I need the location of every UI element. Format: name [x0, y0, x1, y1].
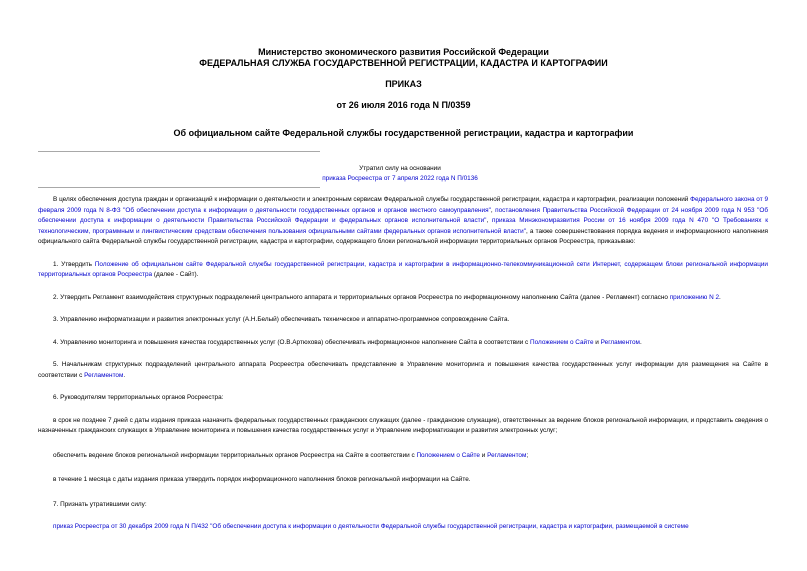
item-7-heading: 7. Признать утратившими силу:: [53, 500, 147, 508]
item-2-text: 2. Утвердить Регламент взаимодействия структурных подразделений центрального аппарата и территориальных органов Росреестра по информационному наполнению Сайта (далее - Регламент) согласно: [53, 293, 670, 301]
reglament-link[interactable]: Регламентом: [600, 338, 640, 346]
item-6-point-b: [38, 451, 768, 462]
document-type: ПРИКАЗ: [385, 79, 422, 89]
item-1-text: 1. Утвердить: [53, 260, 95, 268]
item-5: [38, 360, 768, 381]
status-note: [300, 164, 500, 184]
ministry-order-link[interactable]: приказа Минэкономразвития России от 16 ноября 2009 года N 470 "О Требованиях к технологическим, программным и лингвистическим средствам обеспечения пользования официальными сайтами федеральных органов исполнительной власти": [38, 217, 768, 235]
item-4-text: .: [639, 338, 642, 346]
item-3: 3. Управлению информатизации и развития электронных услуг (А.Н.Белый) обеспечивать техническое и аппаратно-программное сопровождение Сайта.: [53, 316, 510, 323]
ministry-name: Министерство экономического развития Российской Федерации: [258, 47, 549, 57]
item-1: [38, 260, 768, 281]
document-body: [38, 195, 768, 545]
repealed-order-link[interactable]: приказ Росреестра от 30 декабря 2009 года N П/432 "Об обеспечении доступа к информации о деятельности Федеральной службы государственной регистрации, кадастра и картографии, размещаемой в системе: [53, 523, 689, 530]
preamble-text: В целях обеспечения доступа граждан и организаций к информации о деятельности и электронным сервисам Федеральной службы государственной регистрации, кадастра и картографии, реализации положений: [53, 196, 691, 203]
item-7-point-1: [38, 522, 768, 533]
item-4-text: и: [593, 338, 601, 346]
item-6-text: и: [479, 451, 488, 459]
repeal-order-link[interactable]: приказа Росреестра от 7 апреля 2022 года N П/0136: [322, 175, 478, 182]
service-name: ФЕДЕРАЛЬНАЯ СЛУЖБА ГОСУДАРСТВЕННОЙ РЕГИСТРАЦИИ, КАДАСТРА И КАРТОГРАФИИ: [199, 58, 608, 68]
item-2: [38, 293, 768, 304]
preamble-separator: ,: [486, 217, 493, 224]
item-6-text: ;: [526, 451, 529, 459]
item-6-point-c: в течение 1 месяца с даты издания приказа утвердить порядок информационного наполнения блоков региональной информации на Сайте.: [53, 476, 471, 483]
item-6-heading: 6. Руководителям территориальных органов Росреестра:: [53, 394, 224, 401]
government-resolution-link[interactable]: постановления Правительства Российской Федерации от 24 ноября 2009 года N 953 "Об обеспечении доступа к информации о деятельности Правительства Российской Федерации и федеральных органов исполнительной власти": [38, 206, 768, 224]
item-2-text: .: [719, 293, 721, 301]
item-4-text: 4. Управлению мониторинга и повышения качества государственных услуг (О.В.Артюхова) обеспечивать информационное наполнение Сайта в соответствии с: [53, 338, 531, 346]
site-regulation-link[interactable]: Положение об официальном сайте Федеральной службы государственной регистрации, кадастра и картографии в информационно-телекоммуникационной сети Интернет, содержащем блоки региональной информации территориальных органов Росреестра: [38, 260, 768, 278]
preamble-text: , а также совершенствования порядка ведения и информационного наполнения официального сайта Федеральной службы государственной регистрации, кадастра и картографии, содержащего блоки региональной информации территориальных органов Росреестра, приказываю:: [38, 227, 768, 245]
reglament-link[interactable]: Регламентом: [487, 451, 527, 459]
divider-bottom: [38, 187, 320, 188]
site-regulation-link[interactable]: Положением о Сайте: [530, 338, 594, 346]
preamble-separator: ,: [490, 206, 496, 214]
preamble-paragraph: [38, 195, 768, 248]
appendix-2-link[interactable]: приложению N 2: [669, 293, 720, 301]
site-regulation-link[interactable]: Положением о Сайте: [416, 451, 480, 459]
divider-top: [38, 151, 320, 152]
item-4: [38, 338, 768, 349]
document-date-number: от 26 июля 2016 года N П/0359: [336, 100, 471, 110]
item-1-text: (далее - Сайт).: [152, 271, 199, 278]
federal-law-link[interactable]: Федерального закона от 9 февраля 2009 года N 8-ФЗ "Об обеспечении доступа к информации о деятельности государственных органов и органов местного самоуправления": [38, 196, 768, 214]
status-note-text: Утратил силу на основании: [359, 165, 441, 172]
item-6-text: обеспечить ведение блоков региональной информации территориальных органов Росреестра на Сайте в соответствии с: [53, 451, 417, 459]
item-6-point-a: в срок не позднее 7 дней с даты издания приказа назначить федеральных государственных гражданских служащих (далее - гражданские служащие), ответственных за ведение блоков региональной информации, и представить сведения о назначенных гражданских служащих в Управление мониторинга и повышения качества государственных услуг и Управление информатизации и развития электронных услуг;: [38, 416, 768, 434]
document-title: Об официальном сайте Федеральной службы государственной регистрации, кадастра и картографии: [173, 128, 634, 138]
reglament-link[interactable]: Регламентом: [84, 371, 124, 379]
item-5-text: 5. Начальникам структурных подразделений центрального аппарата Росреестра обеспечивать представление в Управление мониторинга и повышения качества государственных услуг информации для размещения на Сайте в соответствии с: [38, 361, 768, 379]
item-5-text: .: [123, 371, 126, 379]
